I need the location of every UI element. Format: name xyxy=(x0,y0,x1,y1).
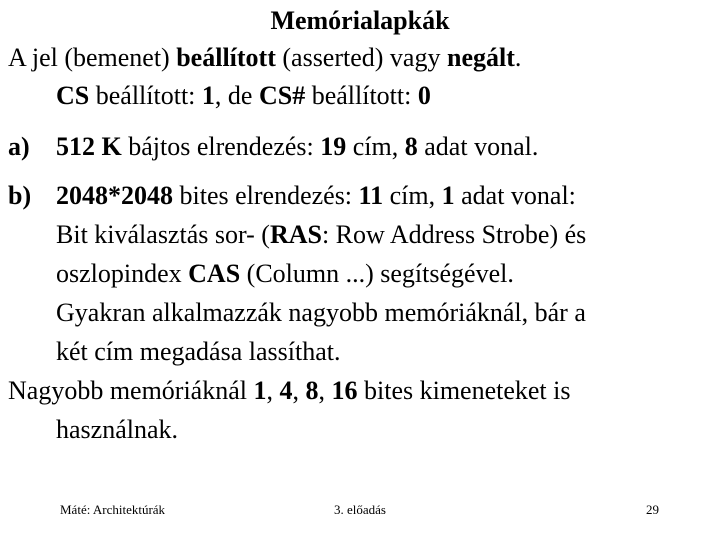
intro-cs-hash-value: 0 xyxy=(417,81,431,110)
item-a-data-lines: 8 xyxy=(404,132,418,161)
intro-text: A jel (bemenet) xyxy=(8,43,177,72)
intro-text: beállított: xyxy=(89,81,202,110)
intro-term-asserted: beállított xyxy=(176,43,276,72)
footer-author: Máté: Architektúrák xyxy=(60,502,166,517)
intro-cs-hash: CS# xyxy=(258,81,306,110)
closing-width-16: 16 xyxy=(331,376,358,405)
item-b-line-5: két cím megadása lassíthat. xyxy=(56,337,341,366)
item-b-text: cím, xyxy=(383,181,442,210)
item-b-text: : Row Address Strobe) és xyxy=(321,220,587,249)
list-marker-b: b) xyxy=(8,181,32,210)
closing-line-1 xyxy=(8,374,571,408)
list-item-b xyxy=(8,179,576,213)
item-b-text: Bit kiválasztás sor- ( xyxy=(56,220,270,249)
item-b-address-lines: 11 xyxy=(358,181,384,210)
item-b-text: (Column ...) segítségével. xyxy=(240,259,514,288)
item-a-size: 512 K xyxy=(56,132,122,161)
intro-text: (asserted) vagy xyxy=(275,43,447,72)
intro-cs: CS xyxy=(56,81,90,110)
item-a-text: cím, xyxy=(346,132,405,161)
intro-cs-value: 1 xyxy=(201,81,215,110)
item-b-size: 2048*2048 xyxy=(56,181,173,210)
item-b-line-2 xyxy=(56,218,586,252)
item-b-text: adat vonal: xyxy=(454,181,576,210)
item-b-text: oszlopindex xyxy=(56,259,189,288)
item-a-text: adat vonal. xyxy=(417,132,539,161)
item-b-text: bites elrendezés: xyxy=(173,181,359,210)
closing-text: , xyxy=(292,376,306,405)
intro-line-1 xyxy=(8,41,521,75)
item-b-ras: RAS xyxy=(269,220,322,249)
intro-text: beállított: xyxy=(305,81,418,110)
intro-text: , de xyxy=(214,81,259,110)
slide-title: Memórialapkák xyxy=(270,6,450,35)
item-b-cas: CAS xyxy=(188,259,241,288)
item-b-data-lines: 1 xyxy=(441,181,455,210)
closing-text: bites kimeneteket is xyxy=(357,376,571,405)
intro-text: . xyxy=(514,43,522,72)
item-b-line-3 xyxy=(56,257,514,291)
closing-text: , xyxy=(318,376,332,405)
list-item-a xyxy=(8,130,538,164)
closing-width-1: 1 xyxy=(253,376,267,405)
list-marker-a: a) xyxy=(8,132,30,161)
intro-line-2 xyxy=(56,79,431,113)
footer-page-number: 29 xyxy=(646,502,659,517)
item-b-line-4: Gyakran alkalmazzák nagyobb memóriáknál, bár a xyxy=(56,298,586,327)
footer-lecture: 3. előadás xyxy=(334,502,386,517)
closing-text: , xyxy=(266,376,280,405)
closing-text: Nagyobb memóriáknál xyxy=(8,376,254,405)
item-a-address-lines: 19 xyxy=(320,132,347,161)
closing-width-8: 8 xyxy=(305,376,319,405)
closing-line-2: használnak. xyxy=(56,415,179,444)
intro-term-negated: negált xyxy=(446,43,515,72)
item-a-text: bájtos elrendezés: xyxy=(121,132,321,161)
closing-width-4: 4 xyxy=(279,376,293,405)
